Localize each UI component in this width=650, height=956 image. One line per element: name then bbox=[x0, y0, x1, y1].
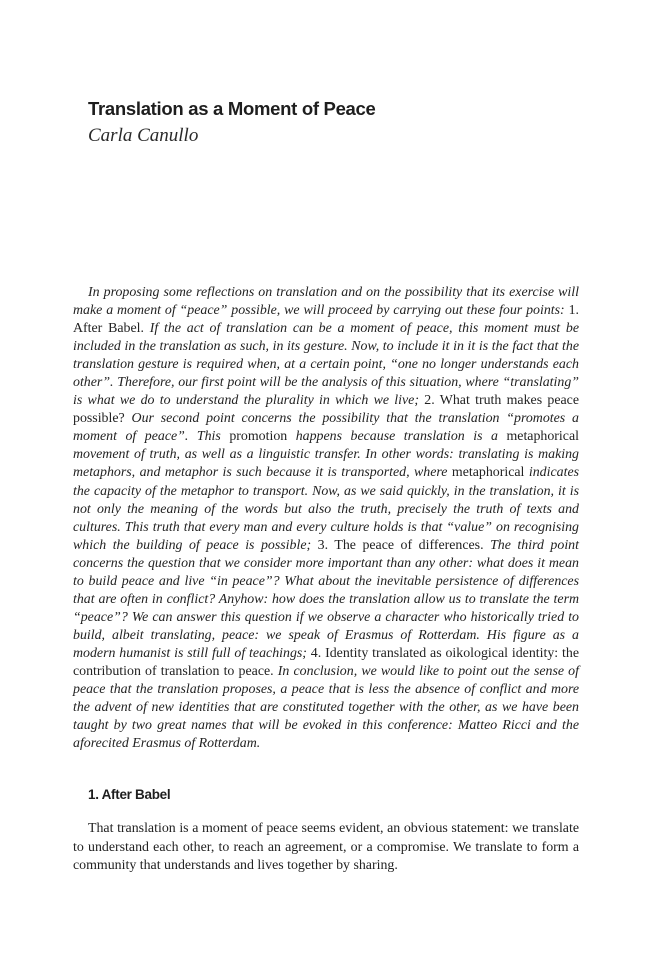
abstract-roman-segment: 4. Identity translated as oikological identity: the contribution of translation to peace. bbox=[73, 645, 579, 679]
abstract-italic-segment: The third point concerns the question that we consider more important than any other: what does it mean to build peace and live “in peace”? What about the inevitable persistence of differences that are often in conflict? Anyhow: how does the translation allow us to translate the term “peace”? We can answer this question if we observe a character who historically tried to build, albeit translating, peace: we speak of Erasmus of Rotterdam. His figure as a modern humanist is still full of teachings; bbox=[73, 537, 579, 661]
abstract-italic-segment: indicates the capacity of the metaphor to transport. Now, as we said quickly, in the translation, it is not only the meaning of the words but also the truth, precisely the truth of texts and cultures. This truth that every man and every culture holds is that “value” on recognising which the building of peace is possible; bbox=[73, 465, 580, 553]
body-paragraph: That translation is a moment of peace seems evident, an obvious statement: we translate to understand each other, to reach an agreement, or a compromise. We translate to form a community that understands and lives together by sharing. bbox=[73, 821, 579, 873]
abstract-italic-segment: Our second point concerns the possibility that the translation “promotes a moment of peace”. This bbox=[73, 411, 579, 445]
abstract-roman-segment: 1. After Babel. bbox=[73, 303, 579, 337]
abstract-italic-segment: happens because translation is a bbox=[295, 429, 507, 445]
abstract-italic-segment: In conclusion, we would like to point out the sense of peace that the translation proposes, a peace that is less the absence of conflict and more the advent of new identities that are constituted together with the other, as we have been taught by two great names that will be evoked in this conference: Matteo Ricci and the aforecited Erasmus of Rotterdam. bbox=[73, 663, 579, 752]
section-heading: 1. After Babel bbox=[88, 787, 171, 802]
abstract-paragraph bbox=[73, 284, 579, 753]
article-author: Carla Canullo bbox=[88, 125, 199, 146]
abstract-roman-segment: promotion bbox=[229, 429, 296, 445]
abstract-italic-segment: If the act of translation can be a moment of peace, this moment must be included in the translation as such, in its gesture. Now, to include it in it is the fact that the translation gesture is required when, at a certain point, “one no longer understands each other”. Therefore, our first point will be the analysis of this situation, where “translating” is what we do to understand the plurality in which we live; bbox=[73, 321, 579, 409]
article-title: Translation as a Moment of Peace bbox=[88, 98, 376, 119]
abstract-roman-segment: 2. What truth makes peace possible? bbox=[73, 393, 579, 427]
abstract-italic-segment: movement of truth, as well as a linguistic transfer. In other words: translating is making metaphors, and metaphor is such because it is transported, where bbox=[73, 447, 579, 481]
abstract-roman-segment: metaphorical bbox=[506, 429, 579, 445]
abstract-italic-segment: In proposing some reflections on translation and on the possibility that its exercise will make a moment of “peace” possible, we will proceed by carrying out these four points: bbox=[73, 285, 579, 319]
abstract-roman-segment: metaphorical bbox=[451, 465, 529, 481]
abstract-roman-segment: 3. The peace of differences. bbox=[317, 537, 491, 553]
